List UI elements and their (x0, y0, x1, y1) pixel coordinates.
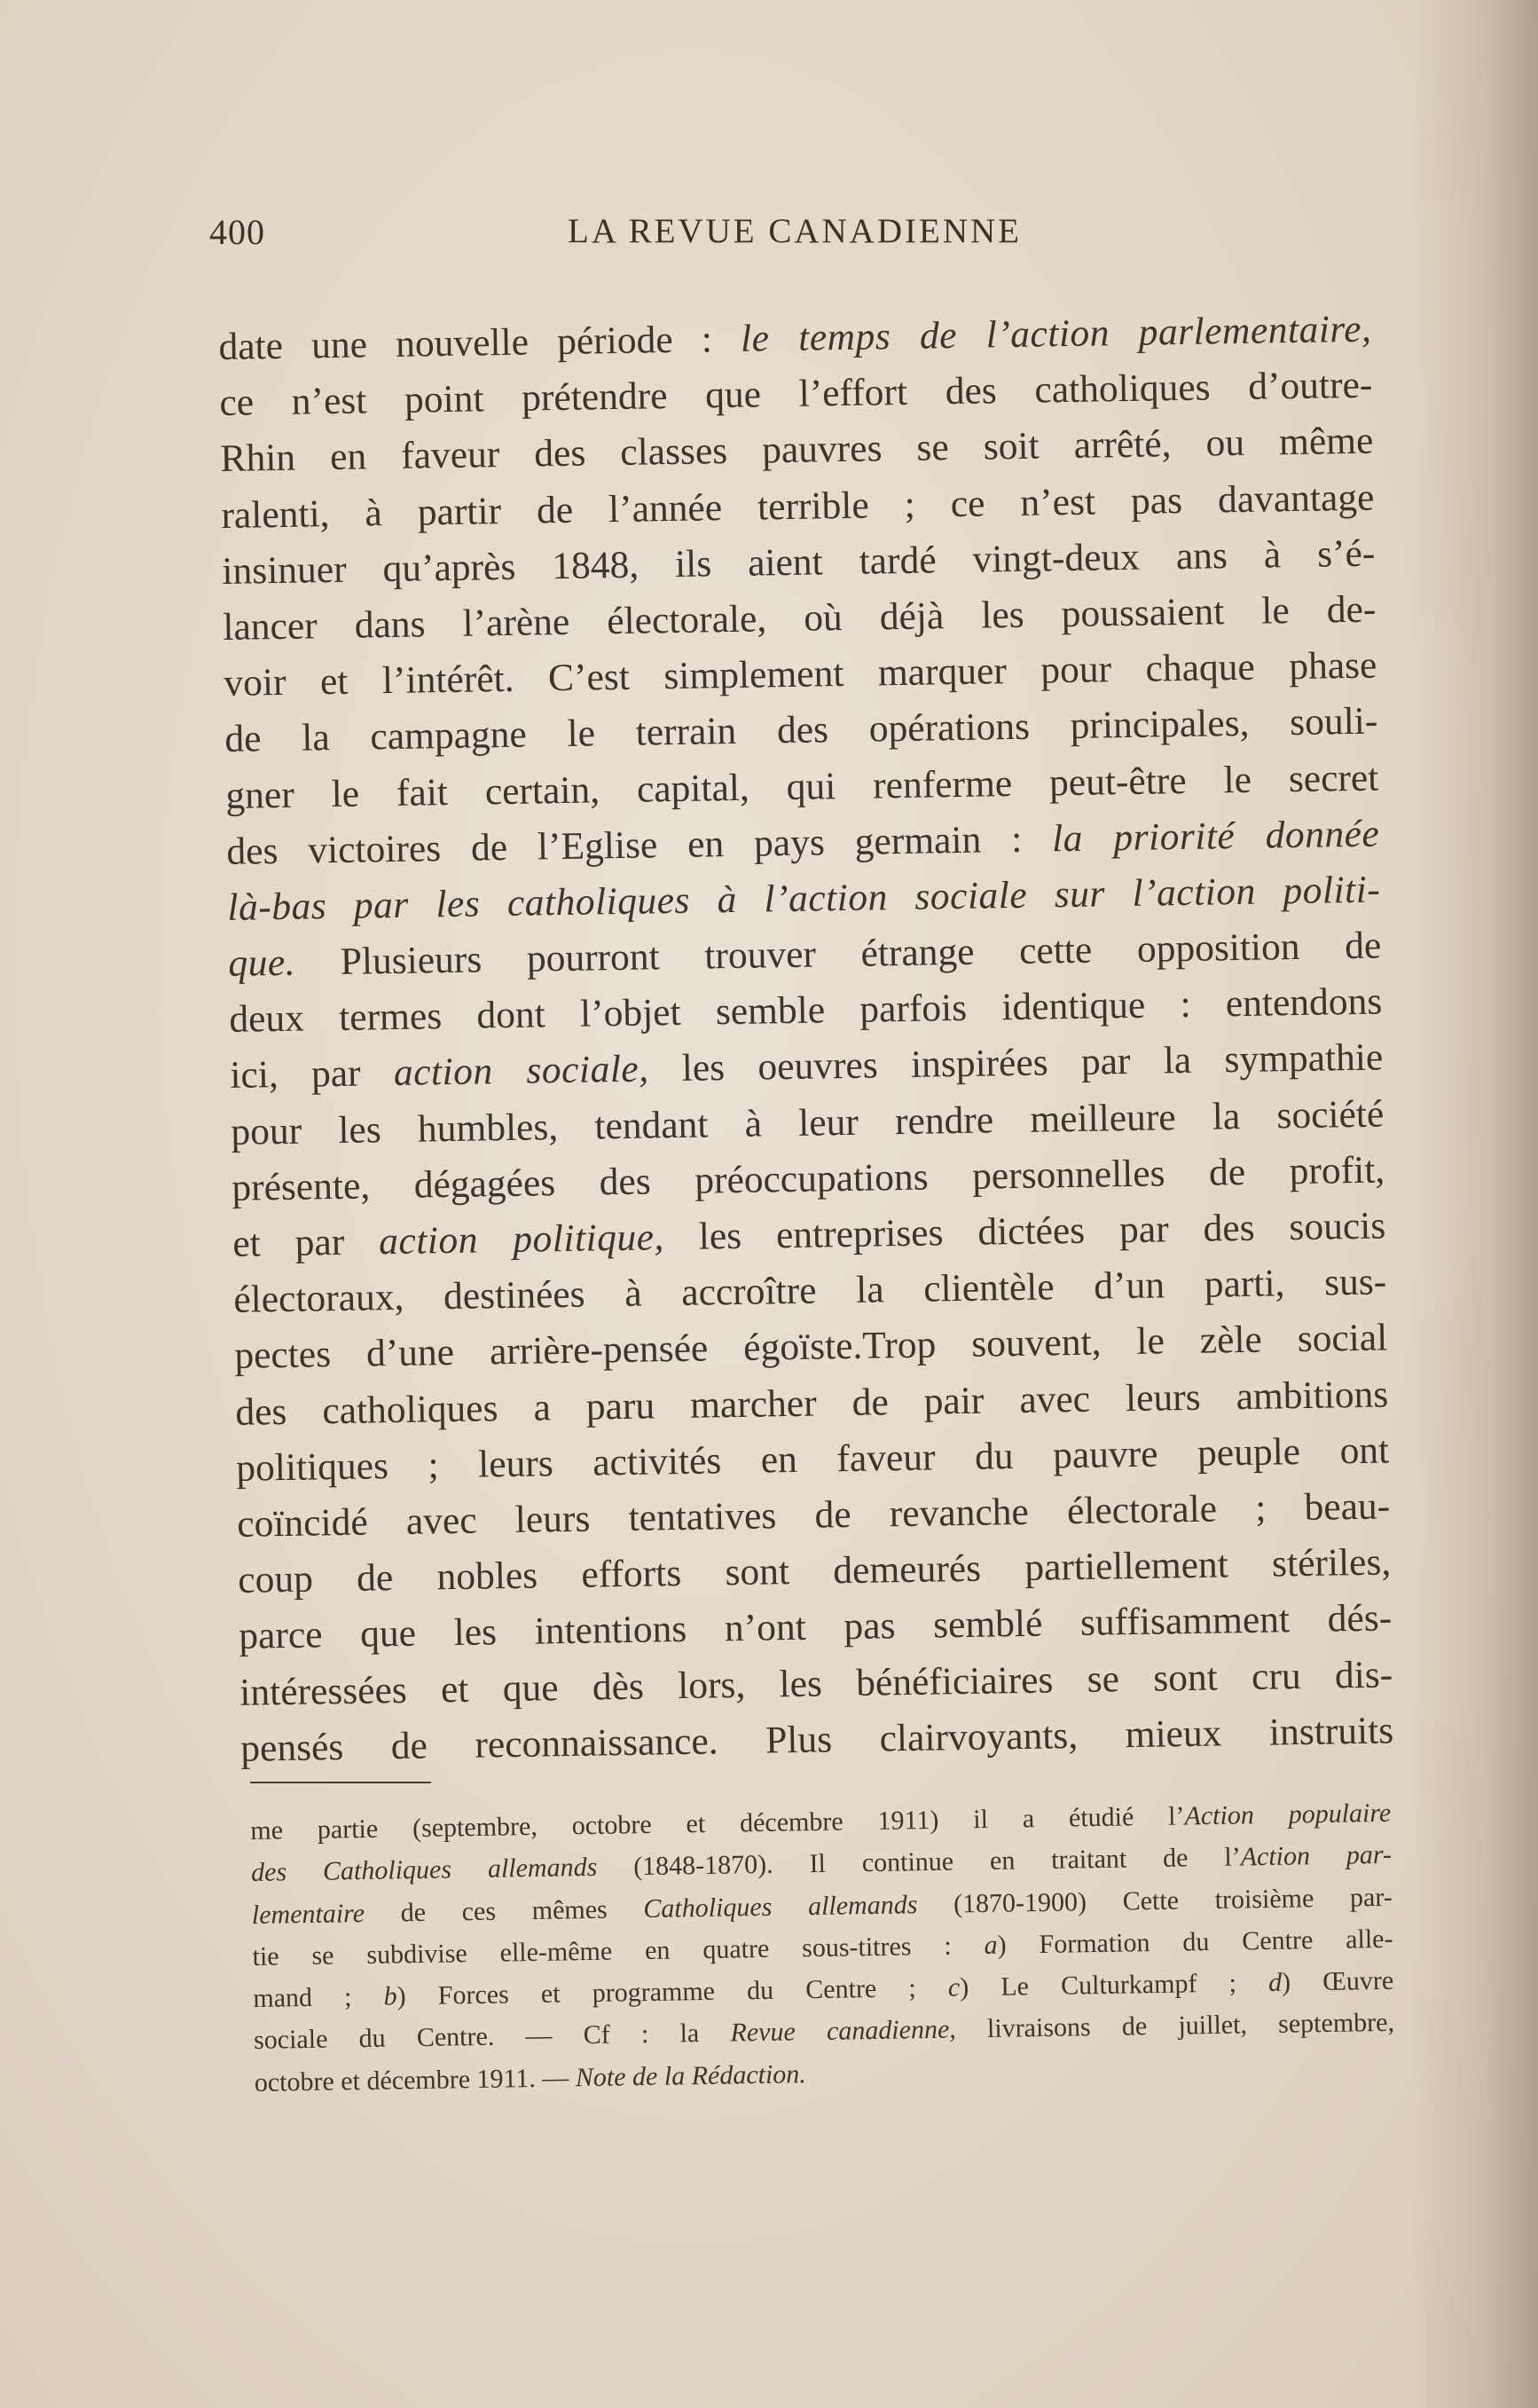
footnote-line: lementaire de ces mêmes Catholiques allemands (1870-1900) Cette troisième par- (251, 1882, 1393, 1930)
page-number: 400 (209, 212, 265, 252)
footnote-line: octobre et décembre 1911. — Note de la Rédaction. (254, 2058, 807, 2097)
text-line: coup de nobles efforts sont demeurés partiellement stériles, (237, 1540, 1392, 1601)
text-line: parce que les intentions n’ont pas semblé suffisamment dés- (238, 1596, 1393, 1658)
text-line: pectes d’une arrière-pensée égoïste.Trop souvent, le zèle social (233, 1316, 1388, 1378)
text-line: présente, dégagées des préoccupations personnelles de profit, (231, 1148, 1385, 1209)
main-text (218, 302, 1394, 1777)
text-line: lancer dans l’arène électorale, où déjà les poussaient le de- (223, 587, 1377, 649)
text-line: des catholiques a paru marcher de pair avec leurs ambitions (234, 1372, 1389, 1434)
journal-title: LA REVUE CANADIENNE (568, 212, 1022, 250)
footnote-line: me partie (septembre, octobre et décembre 1911) il a étudié l’Action populaire (250, 1798, 1392, 1845)
text-line: coïncidé avec leurs tentatives de revanche électorale ; beau- (236, 1484, 1391, 1546)
text-line: voir et l’intérêt. C’est simplement marquer pour chaque phase (224, 643, 1377, 705)
footnote-line: sociale du Centre. — Cf : la Revue canadienne, livraisons de juillet, septembre, (253, 2008, 1395, 2056)
text-line: date une nouvelle période : le temps de l’action parlementaire, (218, 307, 1372, 368)
text-line: électoraux, destinées à accroître la clientèle d’un parti, sus- (232, 1260, 1387, 1322)
footnote-separator (250, 1782, 431, 1783)
footnote-line: des Catholiques allemands (1848-1870). Il continue en traitant de l’Action par- (250, 1840, 1393, 1888)
text-line: insinuer qu’après 1848, ils aient tardé vingt-deux ans à s’é- (222, 531, 1376, 593)
text-line: politiques ; leurs activités en faveur du pauvre peuple ont (235, 1428, 1390, 1490)
running-head (209, 211, 1380, 264)
text-line: Rhin en faveur des classes pauvres se soit arrêté, ou même (220, 419, 1374, 481)
text-line: intéressées et que dès lors, les bénéficiaires se sont cru dis- (239, 1652, 1393, 1714)
text-line: que. Plusieurs pourront trouver étrange cette opposition de (228, 924, 1382, 985)
footnote (250, 1792, 1395, 2104)
text-line: ici, par action sociale, les oeuvres inspirées par la sympathie (230, 1035, 1384, 1098)
italic-phrase: que. (228, 940, 296, 985)
italic-phrase: action sociale, (393, 1047, 649, 1095)
italic-phrase: action politique, (378, 1216, 665, 1263)
text-line: pensés de reconnaissance. Plus clairvoyants, mieux instruits (239, 1709, 1394, 1770)
text-line: ce n’est point prétendre que l’effort des catholiques d’outre- (219, 363, 1373, 425)
text-line: de la campagne le terrain des opérations principales, souli- (224, 699, 1378, 761)
italic-phrase: la priorité donnée (1051, 812, 1380, 860)
footnote-line: mand ; b) Forces et programme du Centre ; c) Le Culturkampf ; d) Œuvre (253, 1965, 1394, 2014)
text-line: deux termes dont l’objet semble parfois identique : entendons (229, 980, 1383, 1042)
italic-phrase: le temps de l’action parlementaire, (740, 307, 1372, 360)
text-line: et par action politique, les entreprises dictées par des soucis (231, 1204, 1386, 1265)
footnote-line: tie se subdivise elle-même en quatre sous-titres : a) Formation du Centre alle- (252, 1924, 1393, 1971)
italic-phrase: là-bas par les catholiques à l’action sociale sur l’action politi- (227, 868, 1381, 929)
text-line: des victoires de l’Eglise en pays germain : la priorité donnée (226, 812, 1380, 873)
text-line: ralenti, à partir de l’année terrible ; ce n’est pas davantage (221, 476, 1375, 537)
text-line: gner le fait certain, capital, qui renferme peut-être le secret (225, 756, 1379, 817)
text-line: pour les humbles, tendant à leur rendre meilleure la société (231, 1092, 1385, 1153)
